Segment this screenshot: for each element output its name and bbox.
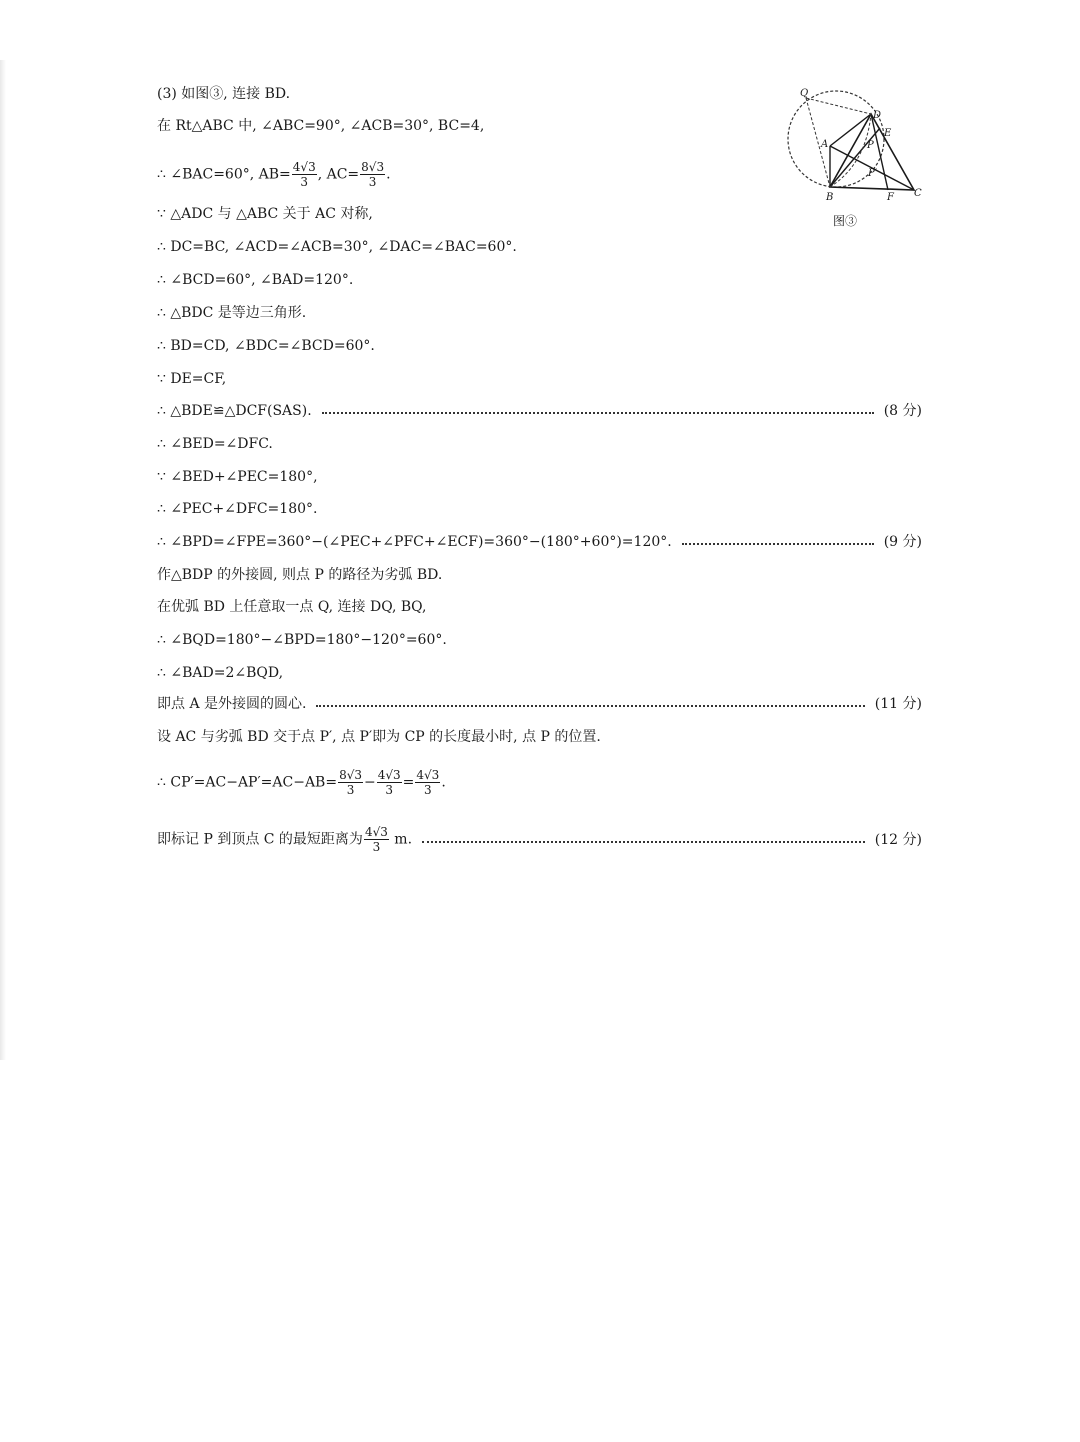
solution-line: ∴ ∠BQD=180°−∠BPD=180°−120°=60°. — [157, 632, 447, 648]
solution-line: ∴ ∠BCD=60°, ∠BAD=120°. — [157, 272, 354, 288]
solution-line: ∴ △BDC 是等边三角形. — [157, 305, 307, 321]
solution-line: ∴ ∠BAC=60°, AB= $\frac{4√3}{3}$ , AC= $\frac{8√3}{3}$ . — [157, 160, 391, 189]
solution-line: ∴ ∠BED=∠DFC. — [157, 436, 273, 452]
score-points: (12 分) — [874, 831, 922, 848]
solution-line: 设 AC 与劣弧 BD 交于点 P′, 点 P′即为 CP 的长度最小时, 点 P 的位置. — [157, 729, 601, 745]
solution-line: ∵ ∠BED+∠PEC=180°, — [157, 469, 318, 485]
label-e: E — [884, 128, 892, 139]
label-d: D — [873, 110, 882, 121]
label-p: P — [867, 140, 874, 151]
dot-leader — [316, 705, 864, 707]
solution-line: 在优弧 BD 上任意取一点 Q, 连接 DQ, BQ, — [157, 599, 427, 615]
score-points: (9 分) — [883, 534, 922, 550]
solution-line: ∴ ∠PEC+∠DFC=180°. — [157, 501, 318, 517]
score-points: (8 分) — [883, 403, 922, 419]
solution-line: ∴ CP′=AC−AP′=AC−AB= $\frac{8√3}{3}$ − $\frac{4√3}{3}$ = $\frac{4√3}{3}$ . — [157, 768, 446, 797]
solution-line: ∵ DE=CF, — [157, 371, 227, 387]
label-q: Q — [800, 88, 809, 99]
segment-ad — [830, 114, 871, 146]
label-b: B — [826, 192, 834, 203]
fraction: $\frac{4√3}{3}$ — [416, 768, 440, 797]
solution-line: (3) 如图③, 连接 BD. — [157, 86, 291, 102]
solution-line-scored: 即点 A 是外接圆的圆心. (11 分) — [157, 696, 922, 712]
dot-leader — [682, 543, 874, 545]
solution-line: ∴ ∠BAD=2∠BQD, — [157, 665, 284, 681]
label-a: A — [821, 139, 829, 150]
label-f: F — [887, 192, 894, 203]
solution-line: 在 Rt△ABC 中, ∠ABC=90°, ∠ACB=30°, BC=4, — [157, 118, 485, 134]
scan-edge-shadow — [0, 60, 6, 1060]
fraction: $\frac{4√3}{3}$ — [364, 825, 388, 854]
label-c: C — [914, 188, 922, 199]
solution-line-scored: 即标记 P 到顶点 C 的最短距离为 $\frac{4√3}{3}$ m. (12 分) — [157, 825, 922, 854]
solution-line-scored: ∴ ∠BPD=∠FPE=360°−(∠PEC+∠PFC+∠ECF)=360°−(180°+60°)=120°. (9 分) — [157, 534, 922, 550]
dot-leader — [322, 412, 874, 414]
fraction: $\frac{8√3}{3}$ — [361, 160, 385, 189]
fraction: $\frac{4√3}{3}$ — [292, 160, 316, 189]
solution-line: ∴ BD=CD, ∠BDC=∠BCD=60°. — [157, 338, 375, 354]
score-points: (11 分) — [874, 696, 922, 712]
figure-caption: 图③ — [833, 214, 858, 228]
solution-line: ∵ △ADC 与 △ABC 关于 AC 对称, — [157, 206, 373, 222]
segment-qd — [806, 98, 871, 114]
solution-line-scored: ∴ △BDE≌△DCF(SAS). (8 分) — [157, 403, 922, 419]
dot-leader — [422, 841, 865, 843]
fraction: $\frac{8√3}{3}$ — [339, 768, 362, 797]
fraction: $\frac{4√3}{3}$ — [377, 768, 401, 797]
label-p-prime: P′ — [868, 168, 877, 179]
solution-line: ∴ DC=BC, ∠ACD=∠ACB=30°, ∠DAC=∠BAC=60°. — [157, 239, 517, 255]
solution-line: 作△BDP 的外接圆, 则点 P 的路径为劣弧 BD. — [157, 567, 443, 583]
